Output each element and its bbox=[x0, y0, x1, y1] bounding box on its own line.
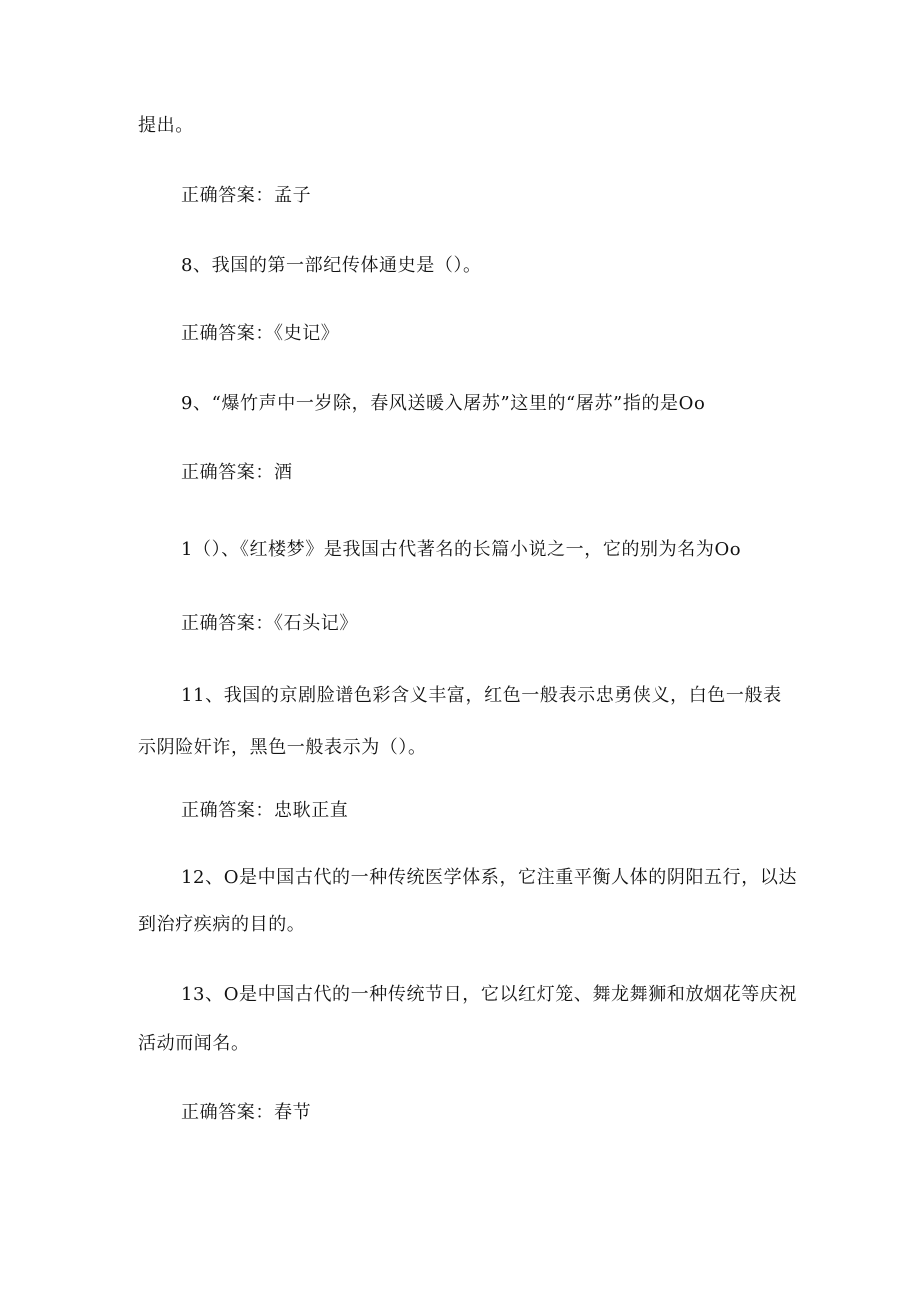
question-11-line-1: 11、我国的京剧脸谱色彩含义丰富，红色一般表示忠勇侠义，白色一般表 bbox=[181, 685, 782, 706]
question-7-continuation: 提出。 bbox=[138, 115, 194, 136]
question-12-line-2: 到治疗疾病的目的。 bbox=[138, 914, 306, 935]
question-13-line-2: 活动而闻名。 bbox=[138, 1033, 250, 1054]
question-12-line-1: 12、O是中国古代的一种传统医学体系，它注重平衡人体的阴阳五行，以达 bbox=[181, 867, 798, 888]
question-8: 8、我国的第一部纪传体通史是（）。 bbox=[181, 255, 482, 276]
answer-7: 正确答案：孟子 bbox=[181, 185, 312, 206]
question-13-line-1: 13、O是中国古代的一种传统节日，它以红灯笼、舞龙舞狮和放烟花等庆祝 bbox=[181, 984, 798, 1005]
answer-13: 正确答案：春节 bbox=[181, 1102, 312, 1123]
question-11-line-2: 示阴险奸诈，黑色一般表示为（）。 bbox=[138, 737, 427, 758]
answer-11: 正确答案：忠耿正直 bbox=[181, 800, 349, 821]
question-10: 1（）、《红楼梦》是我国古代著名的长篇小说之一，它的别为名为Oo bbox=[181, 539, 742, 560]
answer-9: 正确答案：酒 bbox=[181, 462, 293, 483]
answer-8: 正确答案：《史记》 bbox=[181, 323, 340, 344]
question-9: 9、“爆竹声中一岁除，春风送暖入屠苏”这里的“屠苏”指的是Oo bbox=[181, 393, 706, 414]
answer-10: 正确答案：《石头记》 bbox=[181, 613, 358, 634]
